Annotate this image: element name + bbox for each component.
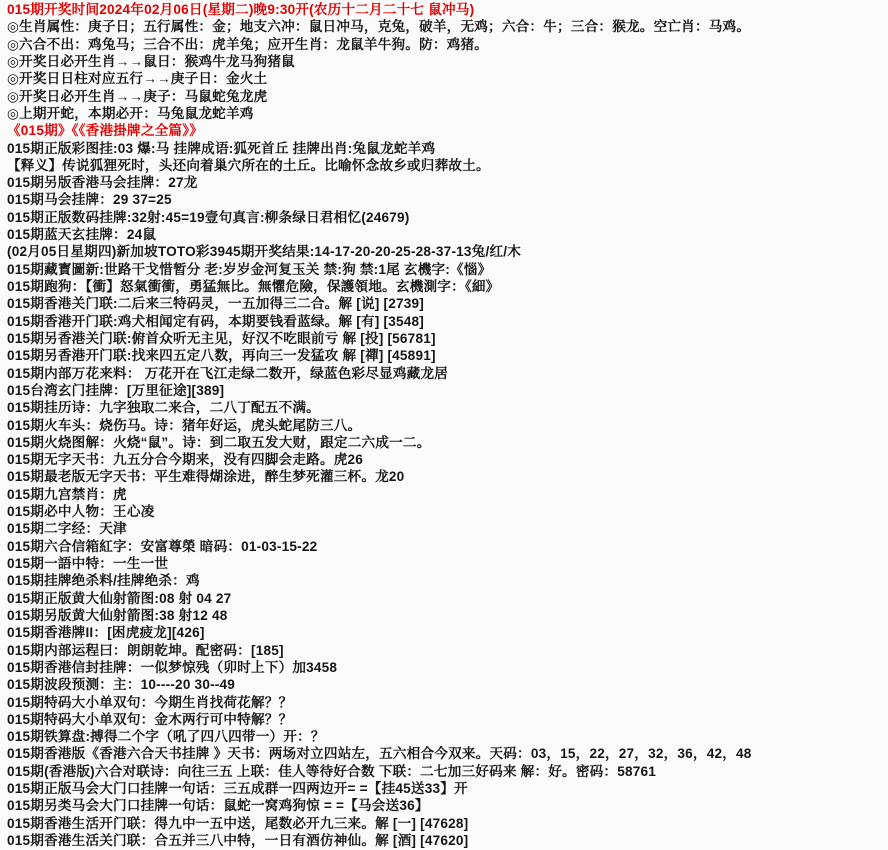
tip-text-line: 015期香港关门联:二后来三特码灵，一五加得三二合。解 [说] [2739] — [7, 296, 424, 312]
tip-text-line: 015期正版数码挂牌:32射:45=19壹句真言:柳条绿日君相忆(24679) — [7, 209, 410, 225]
tip-text-line: 015期必中人物：王心凌 — [7, 504, 155, 520]
tip-text-line: 015期另版黄大仙射箭图:38 射12 48 — [7, 607, 228, 623]
tip-text-line: ◎六合不出：鸡兔马；三合不出：虎羊兔；应开生肖：龙鼠羊牛狗。防：鸡猪。 — [7, 36, 489, 52]
tip-text-line: ◎生肖属性：庚子日；五行属性：金；地支六冲：鼠日冲马，克兔，破羊，无鸡；六合：牛；三合：猴龙。空亡肖：马鸡。 — [7, 19, 751, 35]
tip-text-line: 015期特码大小单双句：今期生肖找荷花解？？ — [7, 694, 293, 710]
tip-text-line: 015期香港生活关门联：合五并三八中特，一日有酒仿神仙。解 [酒] [47620] — [7, 833, 469, 848]
tip-text-line: ◎开奖日必开生肖→→鼠日：猴鸡牛龙马狗猪鼠 — [7, 53, 295, 69]
tip-text-line: 015期马会挂牌：29 37=25 — [7, 192, 172, 208]
tip-text-line: 015期内部万花来料： 万花开在飞江走绿二数开，绿蓝色彩尽显鸡藏龙居 — [7, 365, 449, 381]
tip-text-line: 【释义】传说狐狸死时，头还向着巢穴所在的土丘。比喻怀念故乡或归葬故土。 — [7, 157, 490, 173]
tip-text-line: 015期跑狗：【衝】怒氣衝衝，勇猛無比。無懼危險，保護領地。玄機測字：《細》 — [7, 279, 500, 294]
tip-text-line: 015期最老版无字天书：平生难得煳涂进，醉生梦死灌三杯。龙20 — [7, 469, 405, 485]
tip-text-line: 015期正版黄大仙射箭图:08 射 04 27 — [7, 590, 232, 606]
tip-text-line: 015期另香港开门联:找来四五定八数，再向三一发猛攻 解 [禪] [45891] — [7, 348, 436, 364]
issue-title-line: 《015期》《《香港掛牌之全篇》》 — [7, 123, 203, 139]
tip-text-line: 015期正版马会大门口挂牌一句话：三五成群一四两边开= =【挂45送33】开 — [7, 781, 468, 797]
tip-text-line: 015期另版香港马会挂牌：27龙 — [7, 175, 198, 191]
tip-text-line: 015期蓝天玄挂牌：24鼠 — [7, 227, 157, 243]
tip-text-line: 015期藏寳圖新:世路干戈惜暂分 老:岁岁金河复玉关 禁:狗 禁:1尾 玄機字:《惱》 — [7, 261, 492, 277]
tip-text-line: 015期香港版《香港六合天书挂牌 》天书：两场对立四站左，五六相合今双来。天码：03，15，22，27，32，36，42，48 — [7, 746, 752, 762]
tip-text-line: 015期六合信箱紅字：安富尊榮 暗码：01-03-15-22 — [7, 538, 318, 554]
tip-text-line: 015台湾玄门挂牌：[万里征途][389] — [7, 382, 225, 398]
tip-text-line: 015期另类马会大门口挂牌一句话：鼠蛇一窝鸡狗惊 = =【马会送36】 — [7, 798, 429, 814]
tip-text-line: 015期铁算盘:搏得二个字（吼了四八四带一）开：？ — [7, 729, 325, 745]
tip-text-line: 015期香港开门联:鸡犬相闻定有码，本期要钱看蓝绿。解 [有] [3548] — [7, 313, 424, 329]
tip-text-line: 015期二字经：天津 — [7, 521, 127, 537]
tip-text-line: 015期火烧图解：火烧“鼠”。诗：到二取五发大财，跟定二六成一二。 — [7, 434, 431, 450]
tip-text-line: 015期香港牌II：[困虎疲龙][426] — [7, 625, 205, 641]
tip-text-line: 015期正版彩图挂:03 爆:马 挂牌成语:狐死首丘 挂牌出肖:兔鼠龙蛇羊鸡 — [7, 140, 436, 156]
tip-text-line: 015期香港信封挂牌：一似梦惊残（卯时上下）加3458 — [7, 659, 338, 675]
tip-text-line: 015期(香港版)六合对联诗：向往三五 上联：佳人等待好合数 下联：二七加三好码来 解：好。密码：58761 — [7, 763, 657, 779]
tip-text-line: 015期另香港关门联:俯首众听无主见，好汉不吃眼前亏 解 [投] [56781] — [7, 330, 436, 346]
tip-text-line: (02月05日星期四)新加坡TOTO彩3945期开奖结果:14-17-20-20-25-28-37-13兔/红/木 — [7, 244, 522, 260]
tip-text-line: ◎上期开蛇，本期必开：马兔鼠龙蛇羊鸡 — [7, 105, 254, 121]
tip-text-line: ◎开奖日日柱对应五行→→庚子日：金火土 — [7, 71, 268, 87]
tip-text-line: 015期波段预测：主：10----20 30--49 — [7, 677, 236, 693]
tip-text-line: 015期特码大小单双句：金木两行可中特解？？ — [7, 711, 293, 727]
tip-text-line: 015期无字天书：九五分合今期来，没有四脚会走路。虎26 — [7, 452, 364, 468]
tip-text-line: 015期挂历诗：九字独取二来合，二八丁配五不满。 — [7, 400, 320, 416]
tip-text-line: 015期挂牌绝杀料/挂牌绝杀：鸡 — [7, 573, 200, 589]
tip-text-line: 015期内部运程曰：朗朗乾坤。配密码：[185] — [7, 642, 284, 658]
tip-text-line: ◎开奖日必开生肖→→庚子：马鼠蛇兔龙虎 — [7, 88, 268, 104]
draw-time-header-line: 015期开奖时间2024年02月06日(星期二)晚9:30开(农历十二月二十七 鼠冲马) — [7, 2, 475, 17]
tip-text-line: 015期一語中特：一生一世 — [7, 556, 169, 571]
tip-text-line: 015期九宫禁肖：虎 — [7, 486, 127, 502]
tip-text-line: 015期香港生活开门联：得九中一五中送，尾数必开九三来。解 [一] [47628] — [7, 815, 469, 831]
tip-text-line: 015期火车头：烧伤马。诗：猪年好运，虎头蛇尾防三八。 — [7, 417, 362, 433]
